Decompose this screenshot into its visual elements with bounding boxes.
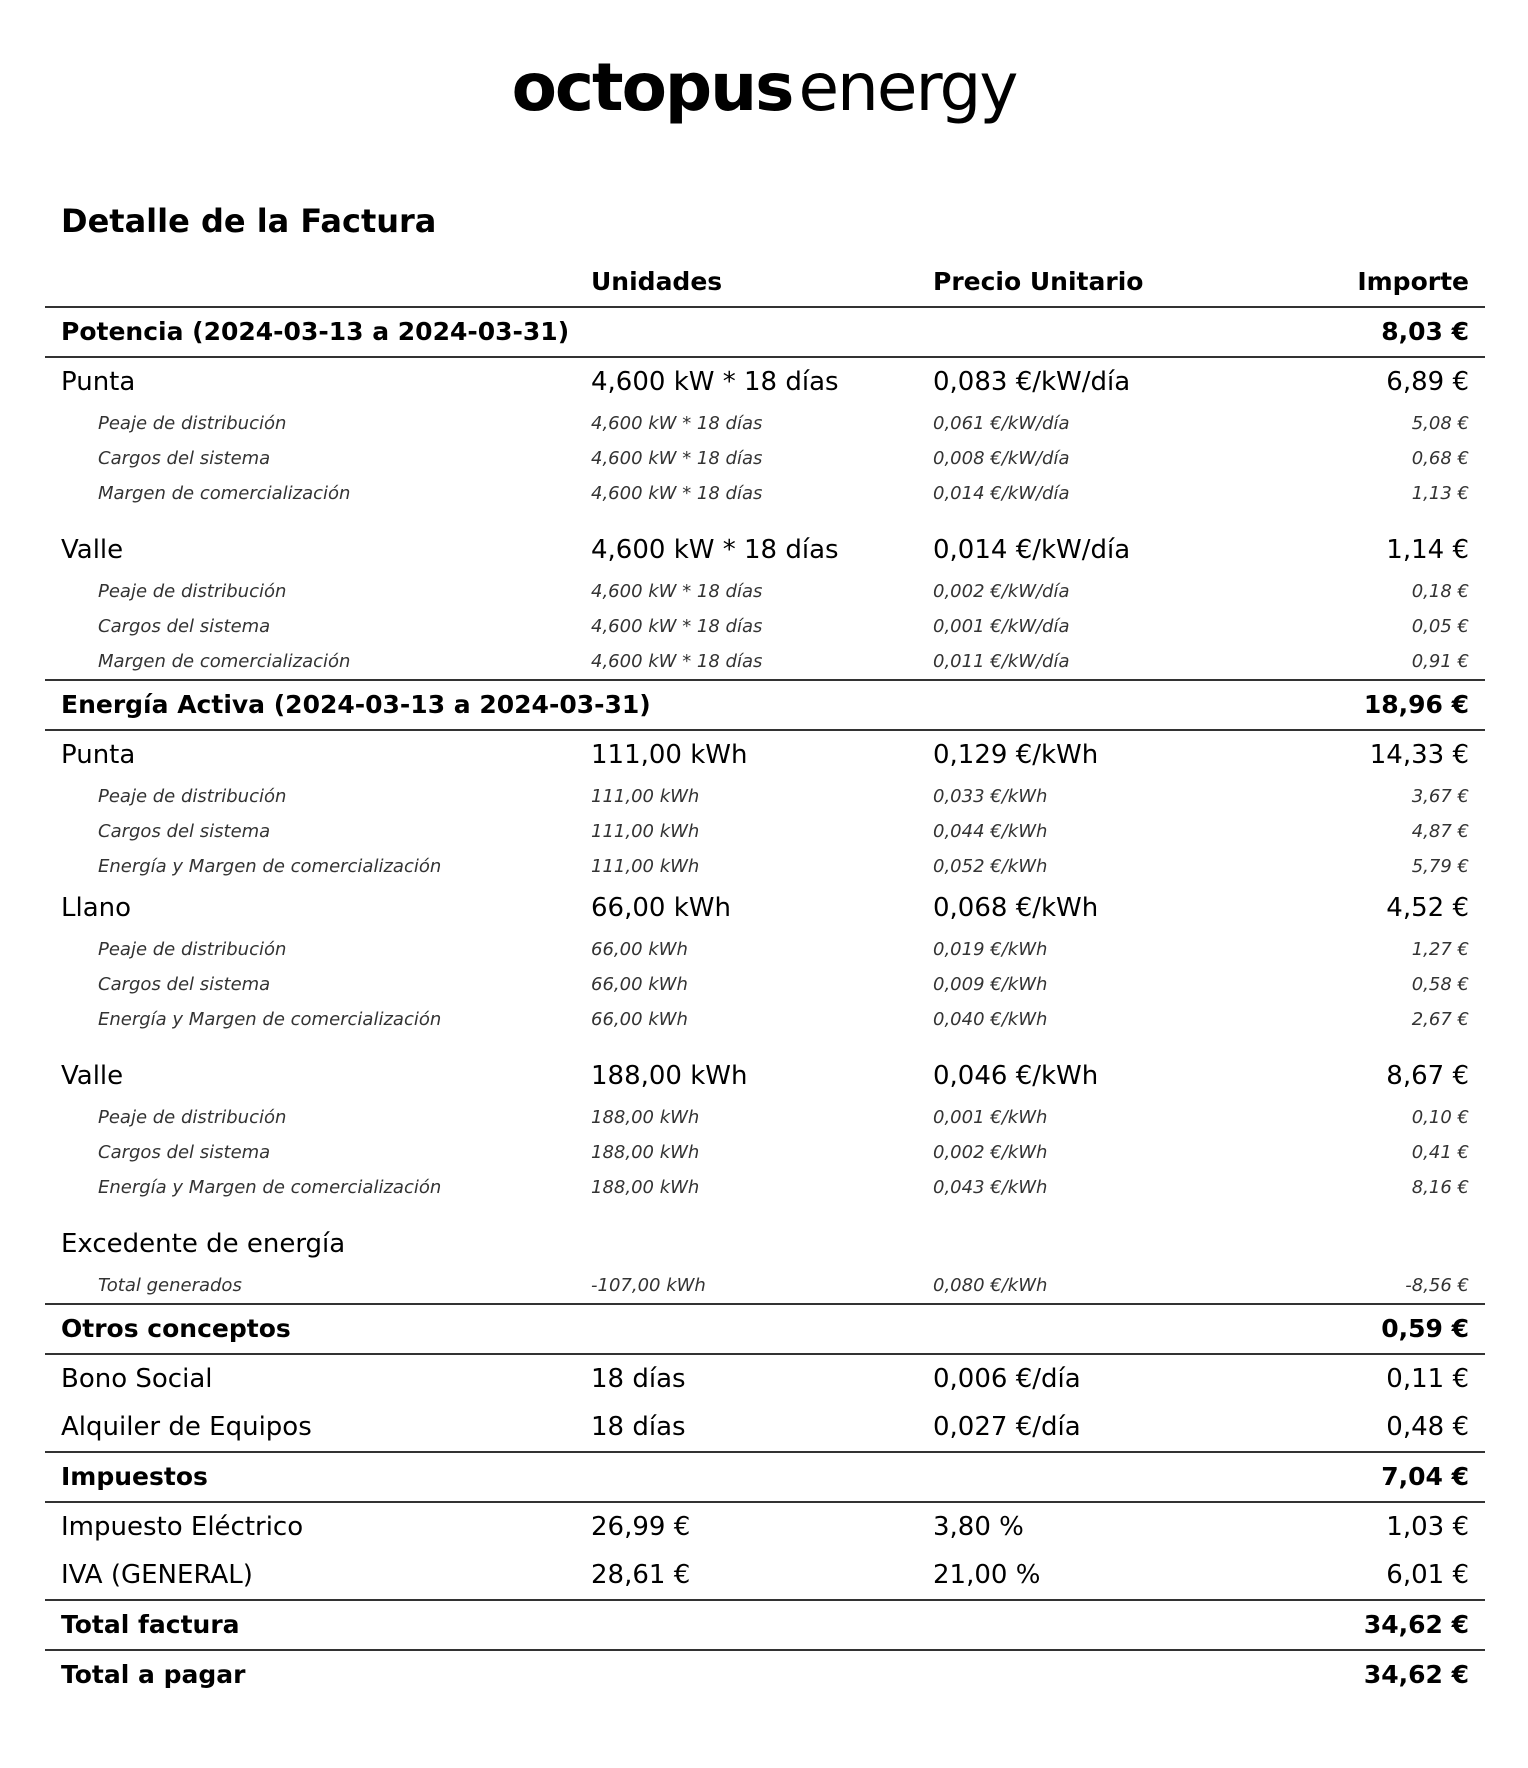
group-excedente-energia <box>45 1220 1485 1268</box>
group-units: 111,00 kWh <box>591 740 748 770</box>
group-amount: 1,14 € <box>1386 535 1469 565</box>
section-impuestos <box>45 1453 1485 1503</box>
group-amount: 0,48 € <box>1386 1412 1469 1442</box>
line-units: 66,00 kWh <box>591 939 688 960</box>
line-label: Total generados <box>98 1275 242 1296</box>
line-units: 4,600 kW * 18 días <box>591 581 763 602</box>
line-price: 0,002 €/kWh <box>933 1142 1048 1163</box>
total-factura-label: Total factura <box>61 1610 240 1639</box>
group-amount: 6,01 € <box>1386 1560 1469 1590</box>
line-units: 111,00 kWh <box>591 786 700 807</box>
line-amount: 0,05 € <box>1411 616 1469 637</box>
section-label: Impuestos <box>61 1462 208 1491</box>
group-price: 0,046 €/kWh <box>933 1061 1099 1091</box>
line-units: 111,00 kWh <box>591 821 700 842</box>
brand-logo <box>0 40 1528 136</box>
section-label: Otros conceptos <box>61 1314 291 1343</box>
section-otros-conceptos <box>45 1305 1485 1355</box>
group-amount: 1,03 € <box>1386 1512 1469 1542</box>
table-row <box>45 406 1485 441</box>
line-units: 4,600 kW * 18 días <box>591 651 763 672</box>
group-amount: 4,52 € <box>1386 893 1469 923</box>
section-label: Potencia (2024-03-13 a 2024-03-31) <box>61 317 570 346</box>
total-factura-amount: 34,62 € <box>1363 1610 1469 1639</box>
group-price: 0,006 €/día <box>933 1364 1081 1394</box>
group-price: 3,80 % <box>933 1512 1024 1542</box>
total-factura-row <box>45 1601 1485 1651</box>
table-row <box>45 1170 1485 1220</box>
group-label: Valle <box>61 535 124 565</box>
section-amount: 0,59 € <box>1381 1314 1469 1343</box>
table-header <box>45 258 1485 308</box>
line-units: 4,600 kW * 18 días <box>591 483 763 504</box>
line-amount: 1,27 € <box>1411 939 1469 960</box>
line-amount: 4,87 € <box>1411 821 1469 842</box>
table-row <box>45 932 1485 967</box>
line-label: Peaje de distribución <box>98 1107 287 1128</box>
group-units: 18 días <box>591 1364 686 1394</box>
table-row <box>45 1002 1485 1052</box>
group-label: IVA (GENERAL) <box>61 1560 253 1590</box>
line-units: 66,00 kWh <box>591 1009 688 1030</box>
line-amount: 5,08 € <box>1411 413 1469 434</box>
line-label: Cargos del sistema <box>98 1142 271 1163</box>
group-units: 26,99 € <box>591 1512 691 1542</box>
table-row <box>45 441 1485 476</box>
column-header-units: Unidades <box>591 267 723 296</box>
line-label: Peaje de distribución <box>98 581 287 602</box>
group-units: 4,600 kW * 18 días <box>591 535 839 565</box>
line-label: Peaje de distribución <box>98 939 287 960</box>
group-label: Punta <box>61 740 136 770</box>
table-row <box>45 1503 1485 1551</box>
group-price: 21,00 % <box>933 1560 1041 1590</box>
section-amount: 18,96 € <box>1363 690 1469 719</box>
line-amount: 5,79 € <box>1411 856 1469 877</box>
group-energia-valle <box>45 1052 1485 1100</box>
table-row <box>45 1551 1485 1601</box>
line-units: 4,600 kW * 18 días <box>591 413 763 434</box>
line-amount: -8,56 € <box>1405 1275 1469 1296</box>
group-energia-llano <box>45 884 1485 932</box>
table-row <box>45 849 1485 884</box>
group-potencia-valle <box>45 526 1485 574</box>
group-amount: 8,67 € <box>1386 1061 1469 1091</box>
table-row <box>45 1268 1485 1305</box>
group-price: 0,068 €/kWh <box>933 893 1099 923</box>
table-row <box>45 609 1485 644</box>
line-price: 0,002 €/kW/día <box>933 581 1070 602</box>
group-price: 0,014 €/kW/día <box>933 535 1131 565</box>
line-units: 188,00 kWh <box>591 1142 700 1163</box>
line-amount: 0,10 € <box>1411 1107 1469 1128</box>
group-amount: 14,33 € <box>1369 740 1469 770</box>
line-amount: 0,58 € <box>1411 974 1469 995</box>
group-units: 28,61 € <box>591 1560 691 1590</box>
group-potencia-punta <box>45 358 1485 406</box>
section-energia-activa <box>45 681 1485 731</box>
line-label: Energía y Margen de comercialización <box>98 856 442 877</box>
line-units: 188,00 kWh <box>591 1177 700 1198</box>
group-amount: 0,11 € <box>1386 1364 1469 1394</box>
group-units: 4,600 kW * 18 días <box>591 367 839 397</box>
group-label: Alquiler de Equipos <box>61 1412 312 1442</box>
table-row <box>45 1403 1485 1453</box>
line-price: 0,033 €/kWh <box>933 786 1048 807</box>
line-label: Cargos del sistema <box>98 616 271 637</box>
section-potencia <box>45 308 1485 358</box>
table-row <box>45 967 1485 1002</box>
group-units: 188,00 kWh <box>591 1061 748 1091</box>
line-amount: 0,18 € <box>1411 581 1469 602</box>
line-price: 0,080 €/kWh <box>933 1275 1048 1296</box>
line-amount: 8,16 € <box>1411 1177 1469 1198</box>
line-amount: 0,91 € <box>1411 651 1469 672</box>
line-price: 0,008 €/kW/día <box>933 448 1070 469</box>
line-price: 0,019 €/kWh <box>933 939 1048 960</box>
line-label: Energía y Margen de comercialización <box>98 1009 442 1030</box>
section-amount: 8,03 € <box>1381 317 1469 346</box>
line-units: 111,00 kWh <box>591 856 700 877</box>
brand-logo-word-energy: energy <box>798 49 1017 126</box>
line-price: 0,009 €/kWh <box>933 974 1048 995</box>
group-price: 0,083 €/kW/día <box>933 367 1131 397</box>
group-label: Punta <box>61 367 136 397</box>
line-price: 0,011 €/kW/día <box>933 651 1070 672</box>
line-amount: 0,68 € <box>1411 448 1469 469</box>
page-title: Detalle de la Factura <box>61 202 437 240</box>
table-row <box>45 644 1485 681</box>
brand-logo-word-octopus: octopus <box>511 49 793 126</box>
section-label: Energía Activa (2024-03-13 a 2024-03-31) <box>61 690 651 719</box>
table-row <box>45 779 1485 814</box>
line-label: Margen de comercialización <box>98 483 351 504</box>
line-units: 4,600 kW * 18 días <box>591 448 763 469</box>
line-price: 0,001 €/kWh <box>933 1107 1048 1128</box>
line-label: Cargos del sistema <box>98 448 271 469</box>
total-pagar-amount: 34,62 € <box>1363 1660 1469 1689</box>
table-row <box>45 574 1485 609</box>
group-label: Impuesto Eléctrico <box>61 1512 304 1542</box>
line-label: Peaje de distribución <box>98 413 287 434</box>
group-label: Bono Social <box>61 1364 213 1394</box>
line-price: 0,014 €/kW/día <box>933 483 1070 504</box>
line-units: 188,00 kWh <box>591 1107 700 1128</box>
table-row <box>45 814 1485 849</box>
line-units: 4,600 kW * 18 días <box>591 616 763 637</box>
line-price: 0,040 €/kWh <box>933 1009 1048 1030</box>
table-row <box>45 1135 1485 1170</box>
line-label: Cargos del sistema <box>98 821 271 842</box>
column-header-amount: Importe <box>1357 267 1469 296</box>
group-amount: 6,89 € <box>1386 367 1469 397</box>
line-label: Margen de comercialización <box>98 651 351 672</box>
total-pagar-row <box>45 1651 1485 1699</box>
table-row <box>45 476 1485 526</box>
section-amount: 7,04 € <box>1381 1462 1469 1491</box>
line-amount: 3,67 € <box>1411 786 1469 807</box>
line-label: Peaje de distribución <box>98 786 287 807</box>
column-header-price: Precio Unitario <box>933 267 1144 296</box>
line-label: Cargos del sistema <box>98 974 271 995</box>
invoice-detail-table <box>45 258 1485 1699</box>
table-row <box>45 1355 1485 1403</box>
group-label: Llano <box>61 893 132 923</box>
group-label: Valle <box>61 1061 124 1091</box>
line-price: 0,001 €/kW/día <box>933 616 1070 637</box>
group-price: 0,027 €/día <box>933 1412 1081 1442</box>
line-price: 0,061 €/kW/día <box>933 413 1070 434</box>
line-units: -107,00 kWh <box>591 1275 706 1296</box>
line-price: 0,043 €/kWh <box>933 1177 1048 1198</box>
line-units: 66,00 kWh <box>591 974 688 995</box>
line-amount: 1,13 € <box>1411 483 1469 504</box>
line-price: 0,044 €/kWh <box>933 821 1048 842</box>
group-label: Excedente de energía <box>61 1229 346 1259</box>
table-row <box>45 1100 1485 1135</box>
line-amount: 2,67 € <box>1411 1009 1469 1030</box>
group-units: 66,00 kWh <box>591 893 731 923</box>
group-energia-punta <box>45 731 1485 779</box>
total-pagar-label: Total a pagar <box>61 1660 246 1689</box>
line-price: 0,052 €/kWh <box>933 856 1048 877</box>
line-amount: 0,41 € <box>1411 1142 1469 1163</box>
line-label: Energía y Margen de comercialización <box>98 1177 442 1198</box>
group-price: 0,129 €/kWh <box>933 740 1099 770</box>
group-units: 18 días <box>591 1412 686 1442</box>
